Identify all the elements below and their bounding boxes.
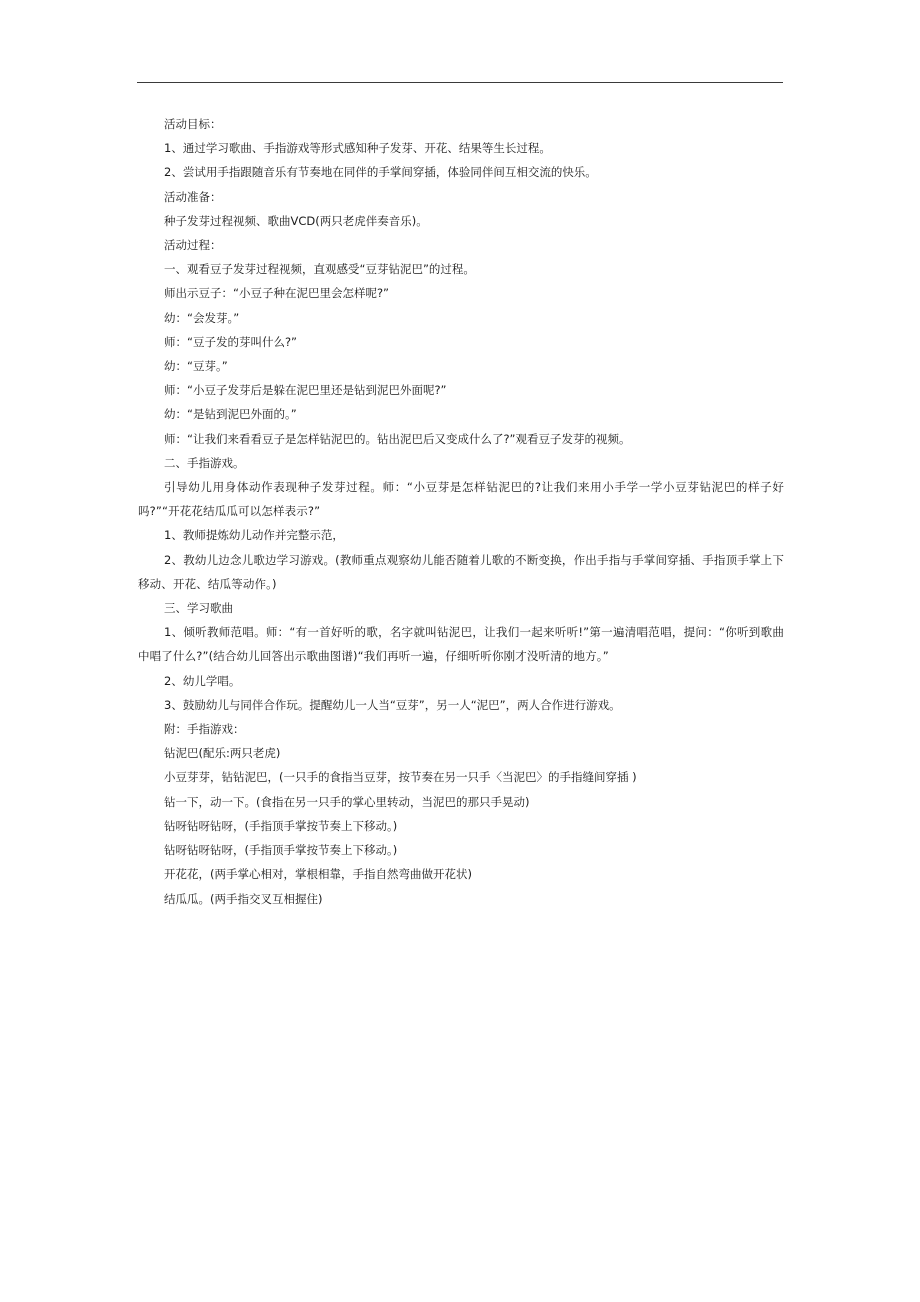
goal-item-1: 1、通过学习歌曲、手指游戏等形式感知种子发芽、开花、结果等生长过程。 <box>164 141 551 156</box>
step-2-item-1: 1、教师提炼幼儿动作并完整示范， <box>164 528 344 543</box>
song-lyric-line: 钻呀钻呀钻呀，(手指顶手掌按节奏上下移动。) <box>164 843 398 858</box>
dialogue-line: 师：“小豆子发芽后是躲在泥巴里还是钻到泥巴外面呢?” <box>164 383 447 398</box>
process-step-2-heading: 二、手指游戏。 <box>164 455 245 470</box>
song-lyric-line: 开花花，(两手掌心相对，掌根相靠，手指自然弯曲做开花状) <box>164 867 472 882</box>
step-3-item-3: 3、鼓励幼儿与同伴合作玩。提醒幼儿一人当“豆芽”，另一人“泥巴”，两人合作进行游戏。 <box>164 697 621 712</box>
document-body <box>138 112 784 911</box>
process-step-1-heading: 一、观看豆子发芽过程视频，直观感受“豆芽钻泥巴”的过程。 <box>164 262 475 277</box>
preparation-text: 种子发芽过程视频、歌曲VCD(两只老虎伴奏音乐)。 <box>164 213 428 228</box>
song-lyric-line: 小豆芽芽，钻钻泥巴，(一只手的食指当豆芽，按节奏在另一只手〈当泥巴〉的手指缝间穿插 ) <box>164 770 637 785</box>
song-lyric-line: 钻一下，动一下。(食指在另一只手的掌心里转动，当泥巴的那只手晃动) <box>164 794 530 809</box>
song-title: 钻泥巴(配乐:两只老虎) <box>164 746 281 761</box>
appendix-heading: 附：手指游戏： <box>164 722 245 737</box>
section-heading-process: 活动过程： <box>164 238 222 253</box>
dialogue-line: 幼：“是钻到泥巴外面的。” <box>164 407 297 422</box>
dialogue-line: 幼：“会发芽。” <box>164 310 240 325</box>
header-rule <box>137 82 783 83</box>
section-heading-goals: 活动目标： <box>164 117 222 131</box>
dialogue-line: 师：“豆子发的芽叫什么?” <box>164 334 298 349</box>
goal-item-2: 2、尝试用手指跟随音乐有节奏地在同伴的手掌间穿插，体验同伴间互相交流的快乐。 <box>164 165 597 180</box>
step-2-item-2: 2、教幼儿边念儿歌边学习游戏。(教师重点观察幼儿能否随着儿歌的不断变换，作出手指与手掌间穿插、手指顶手掌上下移动、开花、结瓜等动作。) <box>138 552 784 591</box>
song-lyric-line: 钻呀钻呀钻呀，(手指顶手掌按节奏上下移动。) <box>164 818 398 833</box>
guidance-paragraph: 引导幼儿用身体动作表现种子发芽过程。师：“小豆芽是怎样钻泥巴的?让我们来用小手学一学小豆芽钻泥巴的样子好吗?”“开花花结瓜瓜可以怎样表示?” <box>138 480 784 519</box>
step-3-item-1: 1、倾听教师范唱。师：“有一首好听的歌，名字就叫钻泥巴，让我们一起来听听!”第一遍清唱范唱，提问：“你听到歌曲中唱了什么?”(结合幼儿回答出示歌曲图谱)“我们再听一遍，仔细听听你刚才没听清的地方。” <box>138 625 784 664</box>
song-lyric-line: 结瓜瓜。(两手指交叉互相握住) <box>164 891 323 906</box>
step-3-item-2: 2、幼儿学唱。 <box>164 673 241 688</box>
dialogue-line: 幼：“豆芽。” <box>164 359 228 374</box>
dialogue-line: 师：“让我们来看看豆子是怎样钻泥巴的。钻出泥巴后又变成什么了?”观看豆子发芽的视频。 <box>164 431 631 446</box>
section-heading-preparation: 活动准备： <box>164 189 222 204</box>
process-step-3-heading: 三、学习歌曲 <box>164 601 233 616</box>
dialogue-line: 师出示豆子：“小豆子种在泥巴里会怎样呢?” <box>164 286 390 301</box>
